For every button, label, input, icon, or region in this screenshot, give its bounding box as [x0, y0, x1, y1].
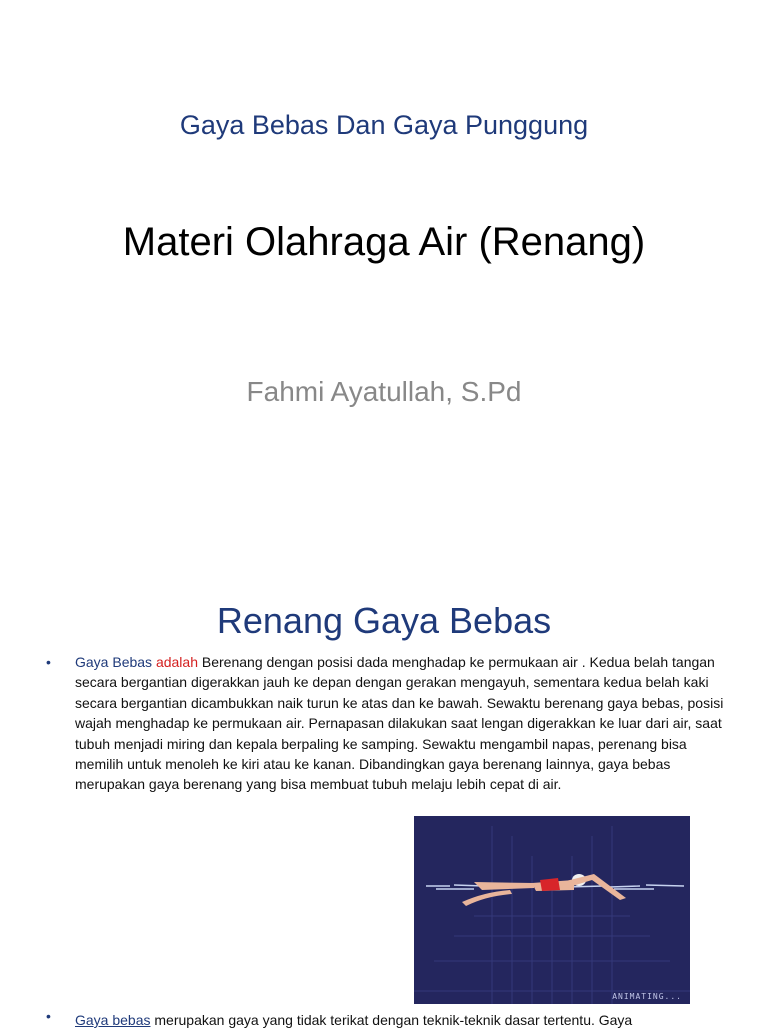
paragraph-text-2: merupakan gaya yang tidak terikat dengan teknik-teknik dasar tertentu. Gaya [154, 1012, 633, 1028]
image-caption: ANIMATING... [612, 992, 682, 1001]
content-slide [0, 576, 768, 1028]
bullet-marker: • [46, 1008, 51, 1024]
paragraph-gaya-bebas-2 [75, 1010, 725, 1030]
section-title: Renang Gaya Bebas [216, 600, 552, 641]
term-gaya-bebas-2: Gaya bebas [75, 1012, 151, 1028]
term-adalah: adalah [155, 654, 198, 670]
slide-subtitle: Gaya Bebas Dan Gaya Punggung [179, 110, 589, 140]
bullet-marker: • [46, 654, 51, 670]
term-gaya-bebas: Gaya Bebas [75, 654, 153, 670]
slide-title: Materi Olahraga Air (Renang) [122, 220, 646, 264]
swimmer-animation-image [414, 816, 690, 1004]
author-name: Fahmi Ayatullah, S.Pd [246, 376, 522, 407]
paragraph-gaya-bebas [75, 652, 725, 795]
swimmer-illustration [414, 816, 690, 1004]
paragraph-text: Berenang dengan posisi dada menghadap ke permukaan air . Kedua belah tangan secara bergantian digerakkan jauh ke depan dengan gerakan mengayuh, sementara kedua belah kaki secara bergantian dicambukkan naik turun ke atas dan ke bawah. Sewaktu berenang gaya bebas, posisi wajah menghadap ke permukaan air. Pernapasan dilakukan saat lengan digerakkan ke luar dari air, saat tubuh menjadi miring dan kepala berpaling ke samping. Sewaktu mengambil napas, perenang bisa memilih untuk menoleh ke kiri atau ke kanan. Dibandingkan gaya berenang lainnya, gaya bebas merupakan gaya berenang yang bisa membuat tubuh melaju lebih cepat di air. [75, 654, 724, 793]
